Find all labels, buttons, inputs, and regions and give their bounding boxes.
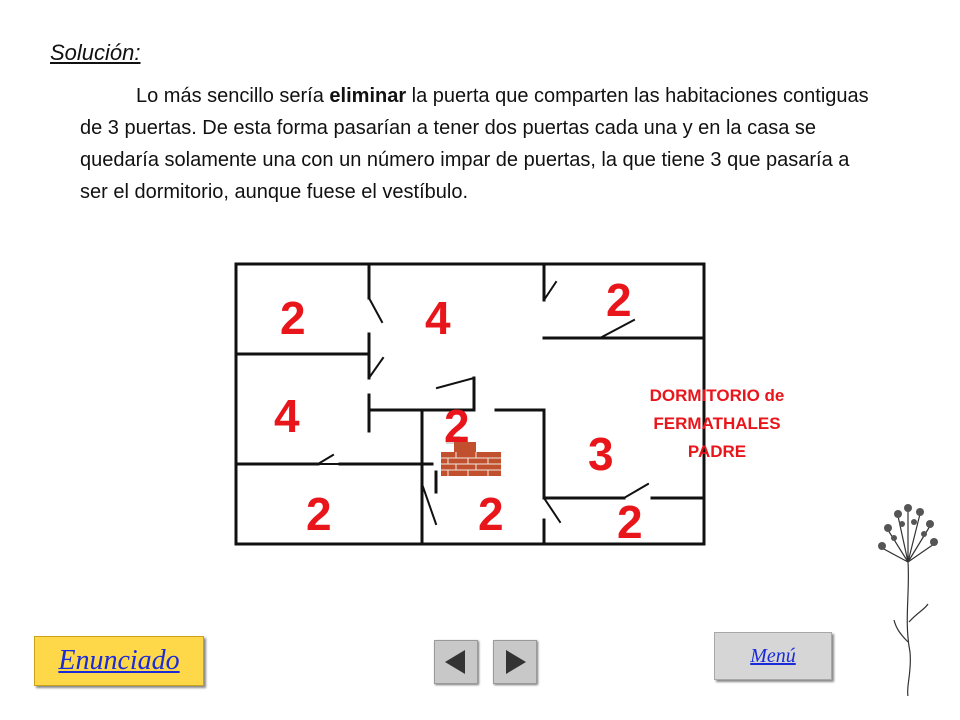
paragraph-part2: la puerta que comparten las habitaciones contiguas de 3 puertas. De esta forma pasarían a tener dos puertas cada una y en la casa se quedaría solamente una con un número impar de puertas, la que tiene 3 que pasaría a ser el dormitorio, aunque fuese el vestíbulo.	[80, 85, 869, 203]
room-number-top-right: 2	[606, 274, 632, 326]
next-button[interactable]	[493, 640, 537, 684]
bedroom-label-line: FERMATHALES	[653, 414, 781, 433]
triangle-right-icon	[494, 641, 536, 683]
room-number-bottom-right: 2	[617, 496, 643, 548]
menu-button[interactable]	[714, 632, 832, 680]
room-number-center: 2	[444, 400, 470, 452]
room-number-middle-left: 4	[274, 390, 300, 442]
menu-link[interactable]: Menú	[750, 644, 796, 667]
room-number-bottom-left: 2	[306, 488, 332, 540]
bedroom-label	[612, 382, 822, 466]
room-number-bottom-middle: 2	[478, 488, 504, 540]
paragraph-part1: Lo más sencillo sería	[136, 85, 330, 107]
bedroom-label-line: PADRE	[687, 442, 747, 461]
triangle-left-icon	[435, 641, 477, 683]
enunciado-button[interactable]	[34, 636, 204, 686]
enunciado-link[interactable]: Enunciado	[58, 645, 180, 676]
previous-button[interactable]	[434, 640, 478, 684]
room-number-top-middle: 4	[425, 292, 451, 344]
bedroom-label-line: DORMITORIO de	[649, 386, 785, 405]
flower-illustration	[868, 492, 948, 697]
paragraph-bold: eliminar	[329, 85, 407, 107]
room-number-bedroom: 3	[588, 428, 614, 480]
room-number-top-left: 2	[280, 292, 306, 344]
solution-heading: Solución:	[50, 40, 141, 65]
